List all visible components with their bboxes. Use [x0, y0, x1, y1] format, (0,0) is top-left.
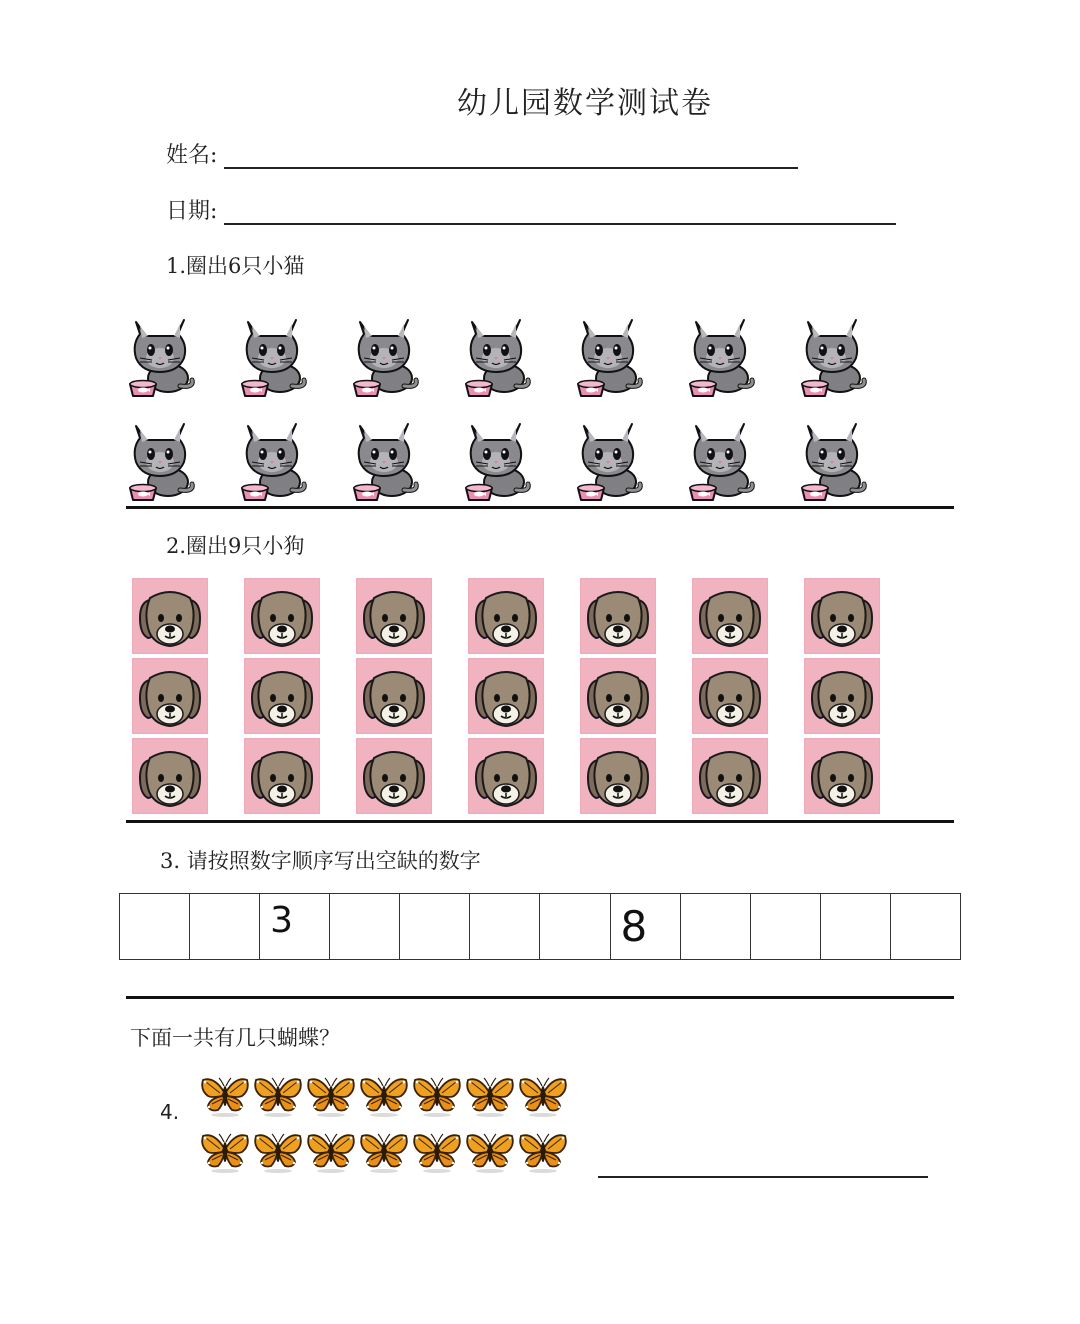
- answer-blank-line[interactable]: [598, 1176, 928, 1178]
- butterfly-icon[interactable]: [359, 1074, 409, 1118]
- dog-icon[interactable]: [132, 578, 208, 654]
- page-title: 幼儿园数学测试卷: [457, 86, 713, 121]
- butterfly-icon[interactable]: [465, 1130, 515, 1174]
- butterfly-icon[interactable]: [253, 1130, 303, 1174]
- butterfly-icon[interactable]: [200, 1074, 250, 1118]
- question-2-prompt: 2.圈出9只小狗: [166, 534, 305, 558]
- dog-icon[interactable]: [692, 738, 768, 814]
- number-cell-10[interactable]: [751, 894, 821, 959]
- number-cell-1[interactable]: [120, 894, 190, 959]
- dog-icon[interactable]: [804, 658, 880, 734]
- dog-icon[interactable]: [692, 578, 768, 654]
- cat-icon[interactable]: [128, 314, 200, 398]
- number-cell-7[interactable]: [540, 894, 610, 959]
- cat-icon[interactable]: [464, 314, 536, 398]
- dog-icon[interactable]: [244, 578, 320, 654]
- question-3-prompt: 3. 请按照数字顺序写出空缺的数字: [160, 849, 481, 873]
- question-4-number: 4.: [160, 1100, 180, 1124]
- dog-icon[interactable]: [580, 658, 656, 734]
- section-divider-2: [126, 820, 954, 823]
- date-label: 日期:: [166, 199, 218, 224]
- cat-icon[interactable]: [352, 418, 424, 502]
- section-divider-1: [126, 506, 954, 509]
- butterfly-icon[interactable]: [412, 1130, 462, 1174]
- number-cell-11[interactable]: [821, 894, 891, 959]
- number-cell-3[interactable]: 3: [260, 894, 330, 959]
- dog-icon[interactable]: [804, 578, 880, 654]
- number-cell-12[interactable]: [891, 894, 960, 959]
- date-blank-line[interactable]: [224, 201, 896, 225]
- butterfly-icon[interactable]: [412, 1074, 462, 1118]
- cat-icon[interactable]: [128, 418, 200, 502]
- date-field: [166, 194, 896, 225]
- section-divider-3: [126, 996, 954, 999]
- cat-icon[interactable]: [800, 314, 872, 398]
- number-cell-8[interactable]: 8: [611, 894, 681, 959]
- cat-icon[interactable]: [240, 418, 312, 502]
- dog-icon[interactable]: [468, 738, 544, 814]
- cat-icon[interactable]: [464, 418, 536, 502]
- question-4-intro: 下面一共有几只蝴蝶？: [130, 1026, 340, 1050]
- dog-icon[interactable]: [356, 658, 432, 734]
- butterfly-icon[interactable]: [518, 1130, 568, 1174]
- name-blank-line[interactable]: [224, 145, 798, 169]
- butterfly-icon[interactable]: [465, 1074, 515, 1118]
- dog-icon[interactable]: [580, 738, 656, 814]
- butterfly-icon[interactable]: [518, 1074, 568, 1118]
- number-cell-2[interactable]: [190, 894, 260, 959]
- cat-icon[interactable]: [576, 418, 648, 502]
- name-label: 姓名:: [166, 143, 218, 168]
- butterfly-icon[interactable]: [306, 1074, 356, 1118]
- number-cell-5[interactable]: [400, 894, 470, 959]
- cat-icon[interactable]: [576, 314, 648, 398]
- butterfly-icon[interactable]: [306, 1130, 356, 1174]
- butterfly-icon[interactable]: [253, 1074, 303, 1118]
- number-cell-6[interactable]: [470, 894, 540, 959]
- dog-icon[interactable]: [356, 738, 432, 814]
- question-1-prompt: 1.圈出6只小猫: [166, 254, 305, 278]
- dog-icon[interactable]: [804, 738, 880, 814]
- number-cell-4[interactable]: [330, 894, 400, 959]
- name-field: [166, 138, 798, 169]
- cat-icon[interactable]: [688, 314, 760, 398]
- dog-icon[interactable]: [468, 658, 544, 734]
- dog-icon[interactable]: [356, 578, 432, 654]
- dog-icon[interactable]: [244, 658, 320, 734]
- cat-icon[interactable]: [352, 314, 424, 398]
- cat-icon[interactable]: [800, 418, 872, 502]
- dog-icon[interactable]: [244, 738, 320, 814]
- dog-icon[interactable]: [132, 658, 208, 734]
- dog-icon[interactable]: [692, 658, 768, 734]
- butterfly-icon[interactable]: [200, 1130, 250, 1174]
- cat-icon[interactable]: [688, 418, 760, 502]
- dog-icon[interactable]: [468, 578, 544, 654]
- dog-icon[interactable]: [132, 738, 208, 814]
- number-sequence-row: [119, 893, 961, 960]
- butterfly-icon[interactable]: [359, 1130, 409, 1174]
- number-cell-9[interactable]: [681, 894, 751, 959]
- cat-icon[interactable]: [240, 314, 312, 398]
- dog-icon[interactable]: [580, 578, 656, 654]
